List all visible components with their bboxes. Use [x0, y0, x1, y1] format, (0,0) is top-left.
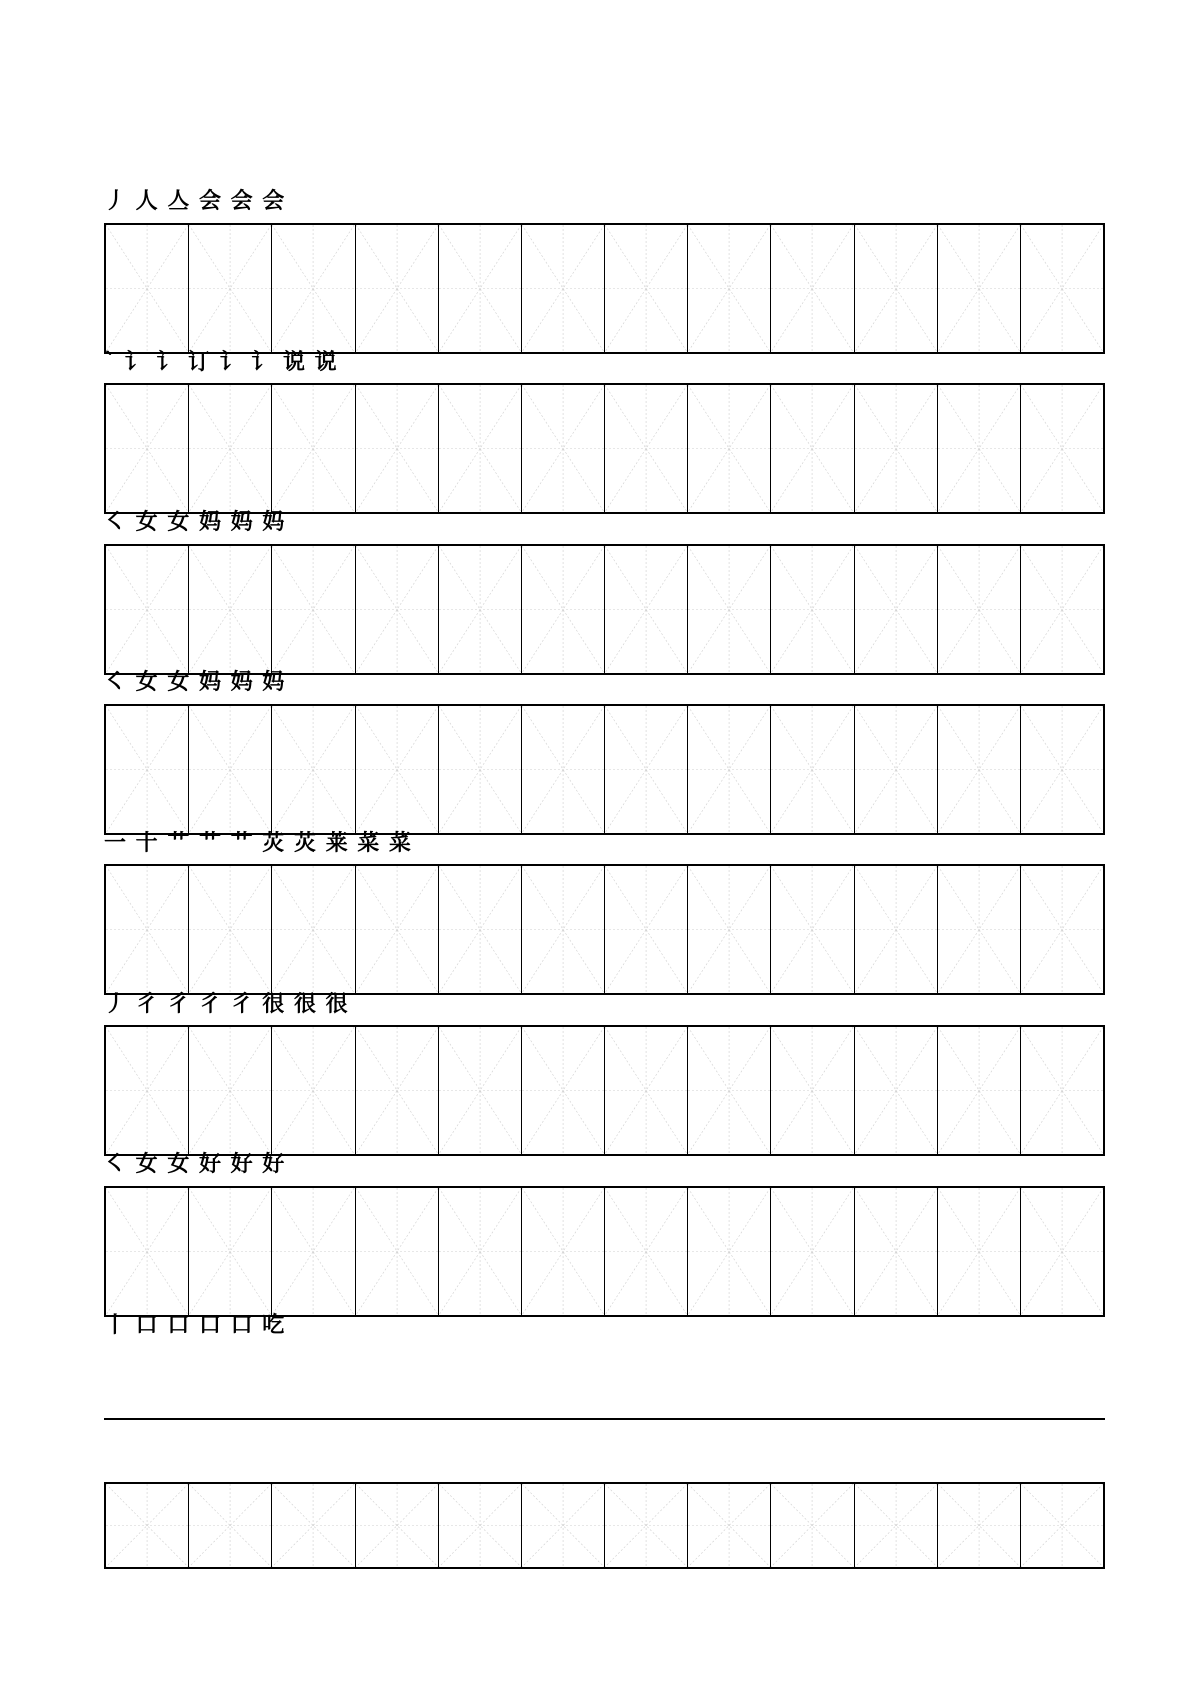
rice-grid-guides: [771, 1027, 853, 1154]
practice-cell[interactable]: [1021, 225, 1103, 352]
practice-cell[interactable]: [439, 385, 522, 512]
rice-grid-guides: [605, 1027, 687, 1154]
practice-cell[interactable]: [771, 866, 854, 993]
practice-cell[interactable]: [189, 1188, 272, 1315]
practice-cell[interactable]: [1021, 1484, 1103, 1567]
rice-grid-guides: [356, 1484, 438, 1567]
practice-cell[interactable]: [688, 866, 771, 993]
rice-grid-guides: [439, 866, 521, 993]
rice-grid-guides: [855, 385, 937, 512]
stroke-order-row-2: ` 讠 讠 订 讠 讠 说 说: [104, 349, 338, 375]
practice-cell[interactable]: [522, 1188, 605, 1315]
practice-cell[interactable]: [605, 1027, 688, 1154]
practice-cell[interactable]: [771, 1484, 854, 1567]
practice-grid-row-5[interactable]: [104, 864, 1105, 995]
stroke-order-row-5: 一 十 艹 艹 艹 苂 苂 莱 菜 菜: [104, 830, 412, 856]
practice-cell[interactable]: [522, 1027, 605, 1154]
practice-cell[interactable]: [771, 546, 854, 673]
practice-cell[interactable]: [189, 1484, 272, 1567]
rice-grid-guides: [771, 225, 853, 352]
rice-grid-guides: [189, 1188, 271, 1315]
practice-grid-row-7[interactable]: [104, 1186, 1105, 1317]
practice-cell[interactable]: [272, 1188, 355, 1315]
practice-cell[interactable]: [356, 1484, 439, 1567]
practice-cell[interactable]: [439, 546, 522, 673]
stroke-order-row-4: ㇛ 女 女 妈 妈 妈: [104, 669, 286, 695]
practice-cell[interactable]: [855, 225, 938, 352]
rice-grid-guides: [106, 1027, 188, 1154]
practice-cell[interactable]: [938, 1484, 1021, 1567]
rice-grid-guides: [688, 1027, 770, 1154]
rice-grid-guides: [522, 225, 604, 352]
rice-grid-guides: [522, 1484, 604, 1567]
stroke-order-row-6: 丿 彳 彳 彳 彳 很 很 很: [104, 991, 349, 1017]
practice-cell[interactable]: [605, 706, 688, 833]
rice-grid-guides: [605, 1188, 687, 1315]
practice-cell[interactable]: [272, 1484, 355, 1567]
practice-cell[interactable]: [356, 1188, 439, 1315]
practice-cell[interactable]: [771, 1188, 854, 1315]
rice-grid-guides: [605, 546, 687, 673]
rice-grid-guides: [189, 706, 271, 833]
practice-cell[interactable]: [189, 385, 272, 512]
practice-cell[interactable]: [106, 866, 189, 993]
practice-grid-row-6[interactable]: [104, 1025, 1105, 1156]
rice-grid-guides: [1021, 706, 1103, 833]
rice-grid-guides: [605, 866, 687, 993]
rice-grid-guides: [106, 225, 188, 352]
rice-grid-guides: [272, 866, 354, 993]
practice-cell[interactable]: [938, 385, 1021, 512]
practice-cell[interactable]: [1021, 1027, 1103, 1154]
rice-grid-guides: [605, 1484, 687, 1567]
stroke-order-row-7: ㇛ 女 女 好 好 好: [104, 1151, 286, 1177]
practice-cell[interactable]: [522, 385, 605, 512]
rice-grid-guides: [855, 1027, 937, 1154]
rice-grid-guides: [189, 1027, 271, 1154]
practice-cell[interactable]: [189, 706, 272, 833]
practice-cell[interactable]: [1021, 1188, 1103, 1315]
rice-grid-guides: [439, 546, 521, 673]
practice-grid-row-1[interactable]: [104, 223, 1105, 354]
practice-cell[interactable]: [1021, 706, 1103, 833]
practice-cell[interactable]: [605, 385, 688, 512]
practice-cell[interactable]: [688, 385, 771, 512]
practice-cell[interactable]: [688, 1188, 771, 1315]
rice-grid-guides: [439, 385, 521, 512]
rice-grid-guides: [855, 706, 937, 833]
rice-grid-guides: [855, 866, 937, 993]
practice-cell[interactable]: [272, 866, 355, 993]
rice-grid-guides: [938, 385, 1020, 512]
practice-cell[interactable]: [439, 1484, 522, 1567]
rice-grid-guides: [1021, 1027, 1103, 1154]
practice-cell[interactable]: [106, 385, 189, 512]
practice-cell[interactable]: [688, 706, 771, 833]
rice-grid-guides: [522, 546, 604, 673]
practice-cell[interactable]: [439, 866, 522, 993]
practice-cell[interactable]: [855, 866, 938, 993]
practice-cell[interactable]: [356, 225, 439, 352]
practice-cell[interactable]: [272, 706, 355, 833]
practice-cell[interactable]: [106, 706, 189, 833]
practice-grid-row-2[interactable]: [104, 383, 1105, 514]
practice-cell[interactable]: [189, 546, 272, 673]
rice-grid-guides: [688, 1484, 770, 1567]
rice-grid-guides: [688, 225, 770, 352]
rice-grid-guides: [272, 1484, 354, 1567]
practice-cell[interactable]: [106, 1188, 189, 1315]
practice-cell[interactable]: [688, 1027, 771, 1154]
practice-cell[interactable]: [855, 546, 938, 673]
practice-cell[interactable]: [439, 1188, 522, 1315]
rice-grid-guides: [272, 706, 354, 833]
practice-cell[interactable]: [771, 225, 854, 352]
rice-grid-guides: [272, 546, 354, 673]
rice-grid-guides: [938, 866, 1020, 993]
practice-cell[interactable]: [1021, 866, 1103, 993]
rice-grid-guides: [1021, 866, 1103, 993]
practice-cell[interactable]: [272, 385, 355, 512]
practice-cell[interactable]: [605, 1188, 688, 1315]
rice-grid-guides: [356, 1188, 438, 1315]
rice-grid-guides: [771, 385, 853, 512]
rice-grid-guides: [688, 385, 770, 512]
rice-grid-guides: [855, 225, 937, 352]
rice-grid-guides: [938, 1188, 1020, 1315]
rice-grid-guides: [522, 1027, 604, 1154]
practice-cell[interactable]: [356, 706, 439, 833]
rice-grid-guides: [106, 1484, 188, 1567]
rice-grid-guides: [522, 706, 604, 833]
rice-grid-guides: [106, 546, 188, 673]
practice-cell[interactable]: [605, 1484, 688, 1567]
rice-grid-guides: [771, 546, 853, 673]
rice-grid-guides: [938, 1484, 1020, 1567]
practice-cell[interactable]: [522, 706, 605, 833]
rice-grid-guides: [688, 706, 770, 833]
rice-grid-guides: [439, 706, 521, 833]
rice-grid-guides: [688, 1188, 770, 1315]
rice-grid-guides: [938, 225, 1020, 352]
practice-cell[interactable]: [938, 706, 1021, 833]
practice-cell[interactable]: [356, 546, 439, 673]
rice-grid-guides: [189, 385, 271, 512]
rice-grid-guides: [605, 385, 687, 512]
rice-grid-guides: [855, 1188, 937, 1315]
practice-grid-row-4[interactable]: [104, 704, 1105, 835]
practice-cell[interactable]: [771, 1027, 854, 1154]
practice-cell[interactable]: [688, 546, 771, 673]
practice-cell[interactable]: [272, 225, 355, 352]
practice-cell[interactable]: [855, 1188, 938, 1315]
practice-cell[interactable]: [688, 1484, 771, 1567]
practice-cell[interactable]: [938, 1027, 1021, 1154]
practice-cell[interactable]: [605, 866, 688, 993]
rice-grid-guides: [1021, 1188, 1103, 1315]
practice-cell[interactable]: [272, 546, 355, 673]
rice-grid-guides: [106, 1188, 188, 1315]
rice-grid-guides: [272, 225, 354, 352]
rice-grid-guides: [688, 546, 770, 673]
rice-grid-guides: [605, 706, 687, 833]
practice-cell[interactable]: [771, 385, 854, 512]
rice-grid-guides: [356, 546, 438, 673]
rice-grid-guides: [356, 225, 438, 352]
rice-grid-guides: [771, 1484, 853, 1567]
rice-grid-guides: [522, 385, 604, 512]
stroke-order-row-8: 丨 口 口 口 口 吃: [104, 1312, 286, 1338]
rice-grid-guides: [771, 706, 853, 833]
rice-grid-guides: [189, 546, 271, 673]
practice-cell[interactable]: [938, 866, 1021, 993]
rice-grid-guides: [855, 1484, 937, 1567]
rice-grid-guides: [1021, 225, 1103, 352]
practice-cell[interactable]: [106, 1027, 189, 1154]
rice-grid-guides: [771, 866, 853, 993]
rice-grid-guides: [1021, 1484, 1103, 1567]
practice-cell[interactable]: [855, 1484, 938, 1567]
rice-grid-guides: [688, 866, 770, 993]
practice-cell[interactable]: [356, 866, 439, 993]
rice-grid-guides: [605, 225, 687, 352]
practice-cell[interactable]: [189, 225, 272, 352]
practice-cell[interactable]: [938, 546, 1021, 673]
practice-cell[interactable]: [439, 706, 522, 833]
rice-grid-guides: [189, 225, 271, 352]
rice-grid-guides: [356, 385, 438, 512]
rice-grid-guides: [106, 706, 188, 833]
practice-cell[interactable]: [605, 225, 688, 352]
practice-cell[interactable]: [356, 1027, 439, 1154]
practice-cell[interactable]: [1021, 385, 1103, 512]
practice-cell[interactable]: [522, 866, 605, 993]
stroke-order-row-1: 丿 人 亼 会 会 会: [104, 188, 286, 214]
practice-cell[interactable]: [356, 385, 439, 512]
rice-grid-guides: [356, 706, 438, 833]
rice-grid-guides: [771, 1188, 853, 1315]
rice-grid-guides: [522, 866, 604, 993]
rice-grid-guides: [938, 706, 1020, 833]
practice-cell[interactable]: [106, 546, 189, 673]
practice-cell[interactable]: [522, 546, 605, 673]
practice-cell[interactable]: [855, 385, 938, 512]
rice-grid-guides: [272, 1027, 354, 1154]
rice-grid-guides: [938, 546, 1020, 673]
practice-cell[interactable]: [688, 225, 771, 352]
rice-grid-guides: [439, 1027, 521, 1154]
practice-cell[interactable]: [272, 1027, 355, 1154]
rice-grid-guides: [439, 225, 521, 352]
practice-cell[interactable]: [106, 225, 189, 352]
rice-grid-guides: [855, 546, 937, 673]
rice-grid-guides: [106, 866, 188, 993]
practice-cell[interactable]: [439, 1027, 522, 1154]
rice-grid-guides: [522, 1188, 604, 1315]
practice-cell[interactable]: [605, 546, 688, 673]
rice-grid-guides: [106, 385, 188, 512]
practice-cell[interactable]: [106, 1484, 189, 1567]
stroke-order-row-3: ㇛ 女 女 妈 妈 妈: [104, 509, 286, 535]
practice-cell[interactable]: [855, 1027, 938, 1154]
rice-grid-guides: [189, 866, 271, 993]
practice-grid-row-8[interactable]: [104, 1482, 1105, 1569]
practice-cell[interactable]: [522, 1484, 605, 1567]
separator-rule: [104, 1418, 1105, 1420]
practice-cell[interactable]: [522, 225, 605, 352]
rice-grid-guides: [439, 1188, 521, 1315]
rice-grid-guides: [938, 1027, 1020, 1154]
rice-grid-guides: [272, 385, 354, 512]
rice-grid-guides: [439, 1484, 521, 1567]
rice-grid-guides: [272, 1188, 354, 1315]
rice-grid-guides: [356, 866, 438, 993]
rice-grid-guides: [1021, 546, 1103, 673]
practice-cell[interactable]: [938, 225, 1021, 352]
practice-cell[interactable]: [439, 225, 522, 352]
practice-cell[interactable]: [1021, 546, 1103, 673]
practice-grid-row-3[interactable]: [104, 544, 1105, 675]
practice-cell[interactable]: [938, 1188, 1021, 1315]
practice-cell[interactable]: [189, 866, 272, 993]
practice-cell[interactable]: [189, 1027, 272, 1154]
practice-cell[interactable]: [771, 706, 854, 833]
rice-grid-guides: [356, 1027, 438, 1154]
rice-grid-guides: [1021, 385, 1103, 512]
rice-grid-guides: [189, 1484, 271, 1567]
practice-cell[interactable]: [855, 706, 938, 833]
